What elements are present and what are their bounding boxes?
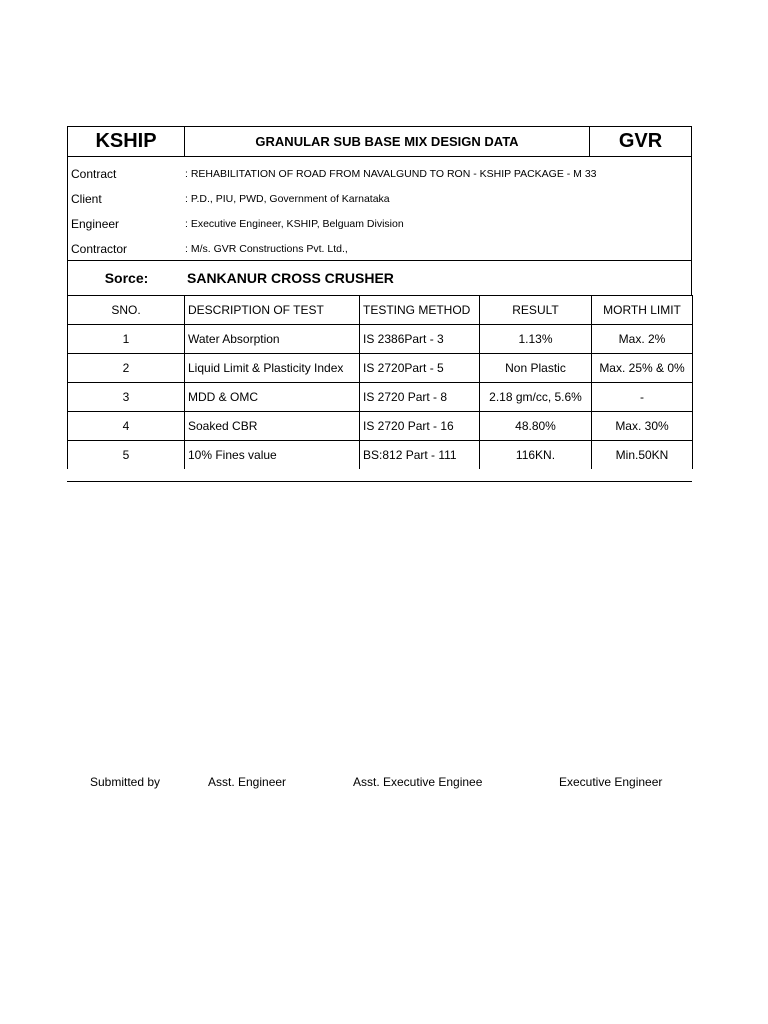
asst-executive-engineer-signature: Asst. Executive Enginee (353, 775, 483, 789)
source-row (67, 260, 692, 295)
report-sheet (67, 126, 692, 260)
info-label: Client (71, 191, 102, 206)
cell-description: MDD & OMC (185, 383, 360, 412)
cell-sno: 2 (68, 354, 185, 383)
cell-result: 48.80% (480, 412, 592, 441)
table-row (68, 441, 693, 469)
info-row-client (68, 186, 691, 211)
cell-sno: 1 (68, 325, 185, 354)
asst-engineer-signature: Asst. Engineer (208, 775, 287, 789)
cell-method: IS 2720 Part - 16 (360, 412, 480, 441)
cell-description: 10% Fines value (185, 441, 360, 469)
cell-method: BS:812 Part - 111 (360, 441, 480, 469)
cell-sno: 3 (68, 383, 185, 412)
project-info (67, 157, 692, 260)
cell-result: Non Plastic (480, 354, 592, 383)
source-label: Sorce: (104, 270, 149, 286)
report-title: GRANULAR SUB BASE MIX DESIGN DATA (185, 127, 590, 156)
table-header-row (68, 296, 693, 325)
cell-description: Liquid Limit & Plasticity Index (185, 354, 360, 383)
col-header-method: TESTING METHOD (360, 296, 480, 325)
info-label: Contractor (71, 241, 128, 256)
cell-limit: Max. 25% & 0% (592, 354, 693, 383)
info-value: : Executive Engineer, KSHIP, Belguam Division (185, 217, 404, 230)
cell-limit: Min.50KN (592, 441, 693, 469)
cell-description: Water Absorption (185, 325, 360, 354)
info-row-engineer (68, 211, 691, 236)
submitted-by-label: Submitted by (90, 775, 161, 789)
cell-limit: Max. 30% (592, 412, 693, 441)
cell-limit: - (592, 383, 693, 412)
cell-limit: Max. 2% (592, 325, 693, 354)
table-bottom-border (67, 481, 692, 482)
cell-method: IS 2720 Part - 8 (360, 383, 480, 412)
col-header-sno: SNO. (68, 296, 185, 325)
col-header-limit: MORTH LIMIT (592, 296, 693, 325)
kship-logo-text: KSHIP (68, 127, 185, 156)
info-value: : P.D., PIU, PWD, Government of Karnataka (185, 192, 390, 205)
cell-result: 1.13% (480, 325, 592, 354)
info-label: Contract (71, 166, 117, 181)
info-label: Engineer (71, 216, 120, 231)
info-value: : REHABILITATION OF ROAD FROM NAVALGUND TO RON - KSHIP PACKAGE - M 33 (185, 167, 597, 180)
cell-method: IS 2386Part - 3 (360, 325, 480, 354)
header-row (67, 126, 692, 157)
info-row-contract (68, 161, 691, 186)
cell-result: 116KN. (480, 441, 592, 469)
info-row-contractor (68, 236, 691, 261)
cell-description: Soaked CBR (185, 412, 360, 441)
table-row (68, 383, 693, 412)
table-row (68, 412, 693, 441)
cell-sno: 4 (68, 412, 185, 441)
cell-method: IS 2720Part - 5 (360, 354, 480, 383)
table-row (68, 325, 693, 354)
gvr-logo-text: GVR (618, 130, 663, 152)
source-value: SANKANUR CROSS CRUSHER (187, 270, 394, 286)
test-results-table (67, 295, 693, 469)
table-row (68, 354, 693, 383)
cell-result: 2.18 gm/cc, 5.6% (480, 383, 592, 412)
executive-engineer-signature: Executive Engineer (559, 775, 663, 789)
col-header-result: RESULT (480, 296, 592, 325)
info-value: : M/s. GVR Constructions Pvt. Ltd., (185, 242, 348, 255)
col-header-description: DESCRIPTION OF TEST (185, 296, 360, 325)
cell-sno: 5 (68, 441, 185, 469)
